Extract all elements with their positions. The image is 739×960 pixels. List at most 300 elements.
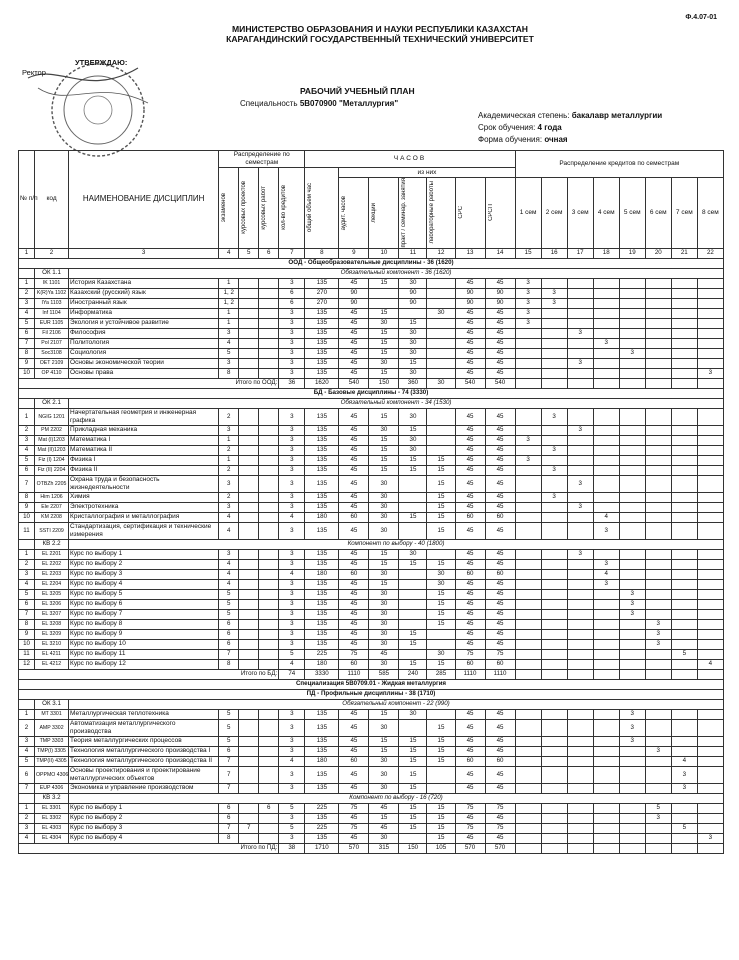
semester-credit-cell [645, 298, 671, 308]
semester-credit-cell [697, 358, 723, 368]
semester-credit-cell: 5 [671, 649, 697, 659]
empty-cell [697, 669, 723, 679]
hours-cell: 30 [369, 358, 399, 368]
column-number: 17 [567, 248, 593, 258]
empty-cell [645, 378, 671, 388]
semester-credit-cell [645, 445, 671, 455]
semester-credit-cell [619, 338, 645, 348]
hours-cell: 135 [305, 609, 339, 619]
hours-cell [399, 579, 427, 589]
semester-credit-cell [671, 368, 697, 378]
col-srsp: СРСП [487, 204, 494, 222]
semester-credit-cell [697, 599, 723, 609]
semester-credit-cell: 3 [645, 813, 671, 823]
discipline-row [19, 823, 724, 833]
semester-credit-cell [645, 559, 671, 569]
hours-cell: 15 [399, 783, 427, 793]
semester-credit-cell [697, 338, 723, 348]
hours-cell: 45 [455, 475, 485, 492]
section-band-row [19, 258, 724, 268]
hours-cell [259, 756, 279, 766]
hours-cell: 15 [427, 736, 455, 746]
empty-cell [541, 843, 567, 853]
semester-credit-cell [515, 559, 541, 569]
semester-credit-cell [567, 445, 593, 455]
component-row [19, 268, 724, 278]
hours-cell: 45 [369, 823, 399, 833]
semester-credit-cell [697, 559, 723, 569]
hours-cell: 3 [279, 833, 305, 843]
hours-cell: 15 [369, 746, 399, 756]
hours-cell [239, 589, 259, 599]
semester-credit-cell [515, 599, 541, 609]
semester-credit-cell [697, 318, 723, 328]
hours-cell [399, 492, 427, 502]
hours-cell [427, 408, 455, 425]
semester-credit-cell [645, 522, 671, 539]
semester-credit-cell: 3 [645, 629, 671, 639]
discipline-row [19, 766, 724, 783]
semester-credit-cell [515, 465, 541, 475]
hours-cell: 45 [339, 629, 369, 639]
discipline-name: Социология [69, 348, 219, 358]
hours-cell: 45 [339, 736, 369, 746]
hours-cell: 45 [339, 338, 369, 348]
hours-cell: 75 [485, 803, 515, 813]
hours-cell: 135 [305, 502, 339, 512]
row-number: 2 [19, 559, 35, 569]
hours-cell: 45 [455, 368, 485, 378]
semester-credit-cell [567, 639, 593, 649]
hours-cell: 4 [219, 579, 239, 589]
hours-cell [239, 719, 259, 736]
semester-credit-cell [619, 435, 645, 445]
discipline-row [19, 649, 724, 659]
hours-cell: 60 [339, 512, 369, 522]
semester-credit-cell [515, 609, 541, 619]
semester-credit-cell [671, 358, 697, 368]
hours-cell: 5 [219, 348, 239, 358]
hours-cell: 45 [485, 445, 515, 455]
row-number: 4 [19, 579, 35, 589]
discipline-name: История Казахстана [69, 278, 219, 288]
row-number: 1 [19, 408, 35, 425]
semester-credit-cell [671, 425, 697, 435]
hours-cell: 45 [339, 465, 369, 475]
semester-credit-cell [671, 736, 697, 746]
semester-credit-cell [619, 455, 645, 465]
semester-credit-cell [593, 475, 619, 492]
discipline-row [19, 408, 724, 425]
empty-cell [541, 378, 567, 388]
discipline-row [19, 559, 724, 569]
hours-cell: 90 [455, 298, 485, 308]
hours-cell [239, 475, 259, 492]
semester-credit-cell [619, 549, 645, 559]
semester-credit-cell [567, 589, 593, 599]
semester-credit-cell: 3 [567, 425, 593, 435]
hours-cell: 8 [219, 368, 239, 378]
hours-cell [239, 619, 259, 629]
hours-cell [399, 833, 427, 843]
hours-cell [259, 659, 279, 669]
hours-cell: 3 [279, 328, 305, 338]
hours-cell: 15 [427, 455, 455, 465]
hours-cell: 3 [279, 408, 305, 425]
hours-cell: 4 [279, 569, 305, 579]
semester-credit-cell [645, 579, 671, 589]
discipline-row [19, 475, 724, 492]
semester-credit-cell [697, 746, 723, 756]
hours-cell: 45 [485, 549, 515, 559]
total-label: Итого по БД: [19, 669, 279, 679]
hours-cell [239, 756, 259, 766]
hours-cell: 5 [219, 709, 239, 719]
discipline-code: TMP(II) 4305 [36, 758, 67, 764]
empty-cell [619, 669, 645, 679]
semester-credit-cell [645, 502, 671, 512]
empty-cell [515, 843, 541, 853]
semester-credit-cell [515, 736, 541, 746]
hours-cell [259, 368, 279, 378]
hours-cell [259, 609, 279, 619]
semester-credit-cell [541, 766, 567, 783]
hours-cell [259, 579, 279, 589]
semester-credit-cell: 3 [515, 298, 541, 308]
semester-credit-cell [671, 475, 697, 492]
hours-cell: 15 [399, 803, 427, 813]
hours-cell: 3 [279, 813, 305, 823]
semester-credit-cell [541, 318, 567, 328]
discipline-name: Курс по выбору 3 [69, 823, 219, 833]
hours-cell: 3 [279, 338, 305, 348]
semester-credit-cell: 3 [567, 358, 593, 368]
empty-cell [619, 843, 645, 853]
empty-cell [697, 843, 723, 853]
semester-credit-cell [645, 358, 671, 368]
hours-cell: 15 [427, 756, 455, 766]
hours-cell: 15 [427, 465, 455, 475]
semester-credit-cell [671, 589, 697, 599]
hours-cell [239, 569, 259, 579]
semester-credit-cell: 3 [515, 435, 541, 445]
discipline-code: SSTI 2209 [35, 522, 69, 539]
semester-credit-cell: 3 [697, 833, 723, 843]
hours-cell [259, 338, 279, 348]
hours-cell [259, 619, 279, 629]
hours-cell: 15 [369, 455, 399, 465]
discipline-name: Курс по выбору 1 [69, 549, 219, 559]
hours-cell: 135 [305, 475, 339, 492]
hours-cell: 60 [485, 756, 515, 766]
hours-cell: 3 [279, 709, 305, 719]
semester-credit-cell [697, 823, 723, 833]
hours-cell: 3 [219, 475, 239, 492]
hours-cell: 45 [485, 619, 515, 629]
hours-cell: 60 [339, 569, 369, 579]
hours-cell [399, 502, 427, 512]
hours-cell [427, 435, 455, 445]
semester-credit-cell [619, 783, 645, 793]
semester-credit-cell [593, 833, 619, 843]
hours-cell [427, 338, 455, 348]
hours-cell: 3 [279, 475, 305, 492]
hours-cell: 3 [279, 783, 305, 793]
hours-cell [427, 709, 455, 719]
total-cell: 585 [369, 669, 399, 679]
col-credits: кол-во кредитов [281, 185, 288, 231]
hours-cell: 90 [399, 288, 427, 298]
discipline-code: EUR 1105 [35, 318, 69, 328]
semester-credit-cell [567, 659, 593, 669]
hours-cell: 15 [399, 318, 427, 328]
hours-cell [259, 492, 279, 502]
discipline-name: Философия [69, 328, 219, 338]
hours-cell [259, 823, 279, 833]
semester-credit-cell [645, 348, 671, 358]
discipline-name: Курс по выбору 2 [69, 559, 219, 569]
specialty-label: Специальность [240, 99, 298, 108]
hours-cell [239, 522, 259, 539]
hours-cell [399, 522, 427, 539]
empty-cell [541, 669, 567, 679]
empty-cell [697, 378, 723, 388]
hours-cell: 45 [455, 619, 485, 629]
semester-credit-cell: 3 [541, 288, 567, 298]
hours-cell: 45 [485, 465, 515, 475]
hours-cell: 45 [455, 629, 485, 639]
column-number: 14 [485, 248, 515, 258]
discipline-name: Политология [69, 338, 219, 348]
semester-credit-cell [619, 569, 645, 579]
discipline-name: Прикладная механика [69, 425, 219, 435]
discipline-code: EL 2201 [35, 549, 69, 559]
semester-credit-cell: 3 [515, 288, 541, 298]
semester-credit-cell [541, 512, 567, 522]
col-aud: аудит. часов [341, 195, 348, 230]
semester-credit-cell [515, 833, 541, 843]
discipline-row [19, 833, 724, 843]
semester-credit-cell [697, 435, 723, 445]
column-number: 11 [399, 248, 427, 258]
discipline-code: AMP 3302 [35, 719, 69, 736]
semester-credit-cell [593, 746, 619, 756]
curriculum-table [18, 150, 724, 854]
semester-credit-cell: 3 [645, 746, 671, 756]
semester-credit-cell [515, 803, 541, 813]
hours-cell: 15 [399, 813, 427, 823]
hours-cell: 90 [339, 288, 369, 298]
hours-cell [239, 435, 259, 445]
discipline-name: Курс по выбору 5 [69, 589, 219, 599]
semester-credit-cell [593, 408, 619, 425]
discipline-row [19, 619, 724, 629]
section-band-row [19, 388, 724, 398]
hours-cell [427, 318, 455, 328]
discipline-name: Кристаллография и металлография [69, 512, 219, 522]
hours-cell: 5 [219, 599, 239, 609]
discipline-code: Him 1206 [35, 492, 69, 502]
hours-cell: 15 [369, 549, 399, 559]
hours-cell: 45 [339, 368, 369, 378]
row-number: 7 [19, 783, 35, 793]
discipline-row [19, 522, 724, 539]
discipline-code: EL 4212 [35, 659, 69, 669]
semester-credit-cell [645, 512, 671, 522]
row-number: 8 [19, 619, 35, 629]
col-sem-6: 6 сем [645, 178, 671, 249]
semester-credit-cell [671, 502, 697, 512]
semester-credit-cell [645, 425, 671, 435]
discipline-row [19, 736, 724, 746]
semester-credit-cell [567, 756, 593, 766]
hours-cell: 15 [399, 766, 427, 783]
hours-cell [259, 639, 279, 649]
col-sem-8: 8 сем [697, 178, 723, 249]
hours-cell: 30 [427, 649, 455, 659]
hours-cell: 6 [219, 629, 239, 639]
semester-credit-cell [515, 823, 541, 833]
semester-credit-cell [671, 455, 697, 465]
semester-credit-cell: 3 [619, 589, 645, 599]
semester-credit-cell [671, 298, 697, 308]
hours-cell [259, 512, 279, 522]
hours-cell: 180 [305, 512, 339, 522]
discipline-row [19, 465, 724, 475]
discipline-row [19, 328, 724, 338]
semester-credit-cell: 3 [567, 475, 593, 492]
semester-credit-cell [541, 589, 567, 599]
hours-cell [259, 719, 279, 736]
discipline-name: Курс по выбору 2 [69, 813, 219, 823]
semester-credit-cell [541, 549, 567, 559]
discipline-row [19, 455, 724, 465]
component-code: ОК 3.1 [35, 699, 69, 709]
hours-cell [399, 649, 427, 659]
hours-cell: 3 [219, 328, 239, 338]
row-number: 4 [19, 445, 35, 455]
hours-cell: 30 [427, 569, 455, 579]
hours-cell: 45 [455, 308, 485, 318]
semester-credit-cell [671, 512, 697, 522]
row-number: 3 [19, 435, 35, 445]
discipline-name: Охрана труда и безопасность жизнедеятельности [69, 475, 219, 492]
semester-credit-cell [541, 522, 567, 539]
hours-cell [239, 803, 259, 813]
total-cell: 36 [279, 378, 305, 388]
empty-cell [645, 843, 671, 853]
hours-cell: 15 [369, 559, 399, 569]
semester-credit-cell [619, 298, 645, 308]
hours-cell: 45 [369, 803, 399, 813]
semester-credit-cell [567, 783, 593, 793]
semester-credit-cell [541, 639, 567, 649]
semester-credit-cell [671, 492, 697, 502]
hours-cell: 15 [427, 492, 455, 502]
semester-credit-cell: 5 [645, 803, 671, 813]
hours-cell [239, 338, 259, 348]
semester-credit-cell [515, 709, 541, 719]
semester-credit-cell: 3 [541, 445, 567, 455]
semester-credit-cell [645, 783, 671, 793]
semester-credit-cell [697, 719, 723, 736]
semester-credit-cell [619, 833, 645, 843]
discipline-code: OPPMO 4306 [35, 766, 69, 783]
semester-credit-cell [671, 408, 697, 425]
semester-credit-cell [697, 492, 723, 502]
semester-credit-cell [671, 435, 697, 445]
semester-credit-cell [515, 368, 541, 378]
hours-cell: 90 [399, 298, 427, 308]
hours-cell: 15 [427, 522, 455, 539]
discipline-name: Курс по выбору 3 [69, 569, 219, 579]
semester-credit-cell: 3 [671, 783, 697, 793]
discipline-row [19, 639, 724, 649]
hours-cell [259, 746, 279, 756]
component-title: Обязательный компонент - 36 (1620) [69, 268, 724, 278]
semester-credit-cell [541, 368, 567, 378]
hours-cell: 15 [399, 512, 427, 522]
hours-cell: 45 [369, 649, 399, 659]
hours-cell: 135 [305, 813, 339, 823]
component-title: Компонент по выбору - 16 (720) [69, 793, 724, 803]
hours-cell: 60 [455, 512, 485, 522]
semester-credit-cell [671, 709, 697, 719]
hours-cell: 30 [369, 512, 399, 522]
semester-credit-cell [645, 318, 671, 328]
hours-cell: 45 [485, 559, 515, 569]
discipline-row [19, 492, 724, 502]
semester-credit-cell: 3 [541, 465, 567, 475]
hours-cell: 30 [399, 709, 427, 719]
hours-cell: 75 [485, 823, 515, 833]
semester-credit-cell [593, 455, 619, 465]
total-cell: 1110 [485, 669, 515, 679]
hours-cell: 45 [485, 709, 515, 719]
hours-cell: 15 [427, 589, 455, 599]
semester-credit-cell [619, 475, 645, 492]
hours-cell [239, 348, 259, 358]
discipline-code: EL 3208 [35, 619, 69, 629]
semester-credit-cell [567, 492, 593, 502]
hours-cell: 45 [455, 348, 485, 358]
semester-credit-cell: 3 [697, 368, 723, 378]
column-number: 16 [541, 248, 567, 258]
discipline-code: EL 2202 [35, 559, 69, 569]
discipline-row [19, 308, 724, 318]
discipline-row [19, 589, 724, 599]
hours-cell: 45 [455, 278, 485, 288]
total-cell: 74 [279, 669, 305, 679]
semester-credit-cell: 5 [671, 823, 697, 833]
discipline-row [19, 803, 724, 813]
hours-cell: 45 [455, 465, 485, 475]
semester-credit-cell: 3 [567, 328, 593, 338]
semester-credit-cell [697, 766, 723, 783]
hours-cell: 6 [279, 298, 305, 308]
total-cell: 150 [399, 843, 427, 853]
hours-cell: 75 [339, 649, 369, 659]
semester-credit-cell: 3 [515, 318, 541, 328]
hours-cell: 15 [369, 736, 399, 746]
row-number: 6 [19, 766, 35, 783]
empty-cell [593, 378, 619, 388]
hours-cell: 15 [399, 425, 427, 435]
hours-cell: 2 [219, 408, 239, 425]
discipline-row [19, 348, 724, 358]
discipline-code: EL 3206 [35, 599, 69, 609]
semester-credit-cell [515, 649, 541, 659]
